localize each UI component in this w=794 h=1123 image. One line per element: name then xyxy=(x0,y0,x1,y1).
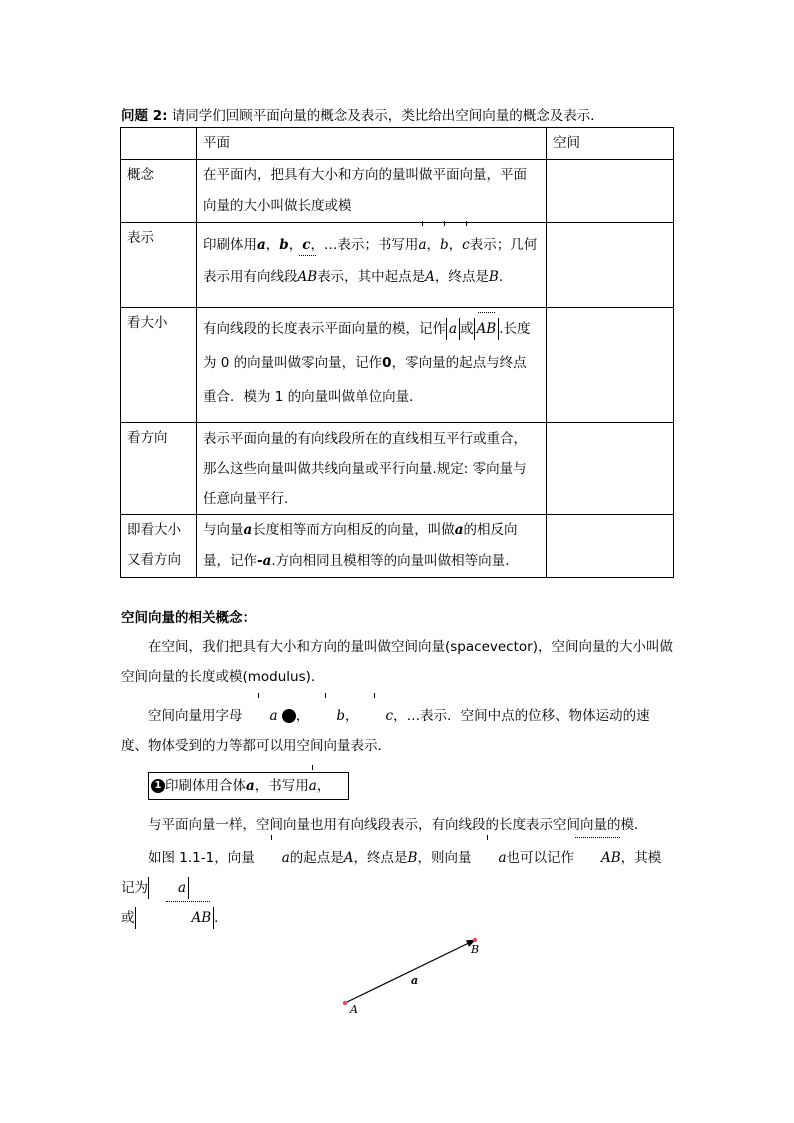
text-segment: ，终点是 xyxy=(353,850,408,866)
vector-b: b xyxy=(309,701,345,731)
comparison-table xyxy=(120,127,674,578)
row-space-cell xyxy=(547,515,674,578)
question-text: 请同学们回顾平面向量的概念及表示，类比给出空间向量的概念及表示． xyxy=(171,108,604,124)
text-segment: ，其模记为 xyxy=(121,850,662,896)
row-space-cell xyxy=(547,308,674,423)
vector-diagram xyxy=(330,930,500,1020)
table-header-cell: 平面 xyxy=(197,128,547,160)
section-heading: 空间向量的相关概念： xyxy=(121,610,256,626)
math-a: a xyxy=(243,522,253,538)
text-segment: ，则向量 xyxy=(417,850,472,866)
row-label-line: 即看大小 xyxy=(127,522,181,538)
paragraph-notation xyxy=(121,701,673,761)
zero-vector: 0 xyxy=(382,355,392,371)
text-segment: 表示，其中起点是 xyxy=(317,269,426,285)
text-segment: ，…表示；书写用 xyxy=(310,237,419,253)
footnote-box xyxy=(148,772,349,800)
text-segment: ，终点是 xyxy=(434,269,489,285)
vector-figure xyxy=(330,930,500,1020)
question-label: 问题 2: xyxy=(121,108,168,124)
row-label: 表示 xyxy=(121,223,197,308)
vector-a: a xyxy=(243,701,278,731)
vector-AB: AB xyxy=(574,843,621,873)
text-segment: 印刷体用合体 xyxy=(165,778,246,794)
math-a: a xyxy=(257,237,266,253)
text-segment: 的起点是 xyxy=(289,850,344,866)
text-segment: ，零向量的起点与终点重合．模为 1 的向量叫做单位向量． xyxy=(203,355,527,405)
row-label xyxy=(121,515,197,578)
label-B: B xyxy=(471,943,480,956)
math-a: a xyxy=(449,321,458,337)
math-a: a xyxy=(178,880,187,896)
row-plane-text xyxy=(203,308,540,414)
text-segment: ， xyxy=(426,237,440,253)
row-label-line: 又看方向 xyxy=(127,552,181,568)
row-space-cell xyxy=(547,160,674,223)
table-row xyxy=(121,308,674,423)
text-segment: .方向相同且模相等的向量叫做相等向量. xyxy=(271,553,510,569)
modulus-a xyxy=(148,877,189,899)
text-segment: 表示；几何表示用有向线段 xyxy=(203,237,538,285)
vector-a: a xyxy=(418,229,426,261)
paragraph-definition: 在空间，我们把具有大小和方向的量叫做空间向量(spacevector)，空间向量的大小叫做空间向量的长度或模(modulus)． xyxy=(121,639,673,685)
text-segment: 有向线段的长度表示平面向量的模，记作 xyxy=(203,321,446,337)
text-segment: ， xyxy=(288,237,303,253)
row-plane-text: 表示平面向量的有向线段所在的直线相互平行或重合，那么这些向量叫做共线向量或平行向量.规定: 零向量与任意向量平行. xyxy=(203,431,527,507)
end-point-dot xyxy=(473,938,477,942)
vector-AB: AB xyxy=(165,907,212,929)
text-segment: 的相反向量，记作 xyxy=(203,522,518,569)
text-segment: ，…表示．空间中点的位移、物体运动的速度、物体受到的力等都可以用空间向量表示． xyxy=(121,708,650,754)
row-plane-text xyxy=(203,515,540,577)
modulus-a xyxy=(446,318,460,340)
text-segment: .长度为 0 的向量叫做零向量，记作 xyxy=(203,321,531,371)
text-segment: 长度相等而方向相反的向量，叫做 xyxy=(252,522,455,538)
label-A: A xyxy=(350,1003,358,1016)
row-label: 看大小 xyxy=(121,308,197,423)
text-segment: 也可以记作 xyxy=(506,850,575,866)
text-segment: ， xyxy=(316,778,331,794)
table-row xyxy=(121,160,674,223)
text-segment: 印刷体用 xyxy=(203,237,257,253)
text-segment: 空间向量用字母 xyxy=(148,708,243,724)
vector-a: a xyxy=(471,843,506,873)
row-label: 概念 xyxy=(121,160,197,223)
question-title xyxy=(121,104,604,124)
paragraph-figure-ref xyxy=(121,843,673,933)
vector-b: b xyxy=(440,229,449,261)
vector-c: c xyxy=(359,701,394,731)
table-row xyxy=(121,515,674,578)
text-segment: 如图 1.1-1，向量 xyxy=(148,850,255,866)
point-A: A xyxy=(425,269,435,285)
text-segment: ， xyxy=(448,237,463,253)
math-a: a xyxy=(246,778,255,794)
paragraph-representation: 与平面向量一样，空间向量也用有向线段表示，有向线段的长度表示空间向量的模． xyxy=(148,817,648,833)
row-plane-text: 在平面内，把具有大小和方向的量叫做平面向量，平面向量的大小叫做长度或模 xyxy=(203,167,527,214)
row-plane-text xyxy=(203,223,540,293)
text-segment: 或 xyxy=(121,910,135,926)
footnote-marker: 1 xyxy=(151,779,165,793)
text-segment: ． xyxy=(214,910,228,926)
row-label: 看方向 xyxy=(121,423,197,515)
text-segment: ， xyxy=(265,237,280,253)
math-a: a xyxy=(454,522,464,538)
math-b: b xyxy=(279,237,289,253)
text-segment: 与向量 xyxy=(203,522,244,538)
vector-a: a xyxy=(309,773,317,799)
text-segment: . xyxy=(498,269,504,285)
modulus-AB xyxy=(135,907,215,929)
modulus-AB xyxy=(474,318,500,340)
table-row xyxy=(121,423,674,515)
text-segment: ， xyxy=(345,708,359,724)
math-c: c xyxy=(302,237,311,253)
footnote-marker: 1 xyxy=(282,709,296,723)
vector-AB: AB xyxy=(477,318,497,340)
text-segment: ，书写用 xyxy=(254,778,309,794)
table-header-cell: 空间 xyxy=(547,128,674,160)
point-B: B xyxy=(407,850,418,866)
point-A: A xyxy=(343,850,354,866)
text-segment: 或 xyxy=(460,321,474,337)
point-B: B xyxy=(488,269,499,285)
vector-AB: AB xyxy=(298,261,318,293)
vector-arrow xyxy=(345,940,475,1003)
vector-c: c xyxy=(462,229,470,261)
row-space-cell xyxy=(547,223,674,308)
text-segment: ， xyxy=(295,708,310,724)
table-header-cell xyxy=(121,128,197,160)
label-a: a xyxy=(411,974,419,987)
row-space-cell xyxy=(547,423,674,515)
start-point-dot xyxy=(343,1001,347,1005)
table-row xyxy=(121,223,674,308)
table-header-row xyxy=(121,128,674,160)
math-neg-a: -a xyxy=(257,553,272,569)
vector-a: a xyxy=(255,843,290,873)
